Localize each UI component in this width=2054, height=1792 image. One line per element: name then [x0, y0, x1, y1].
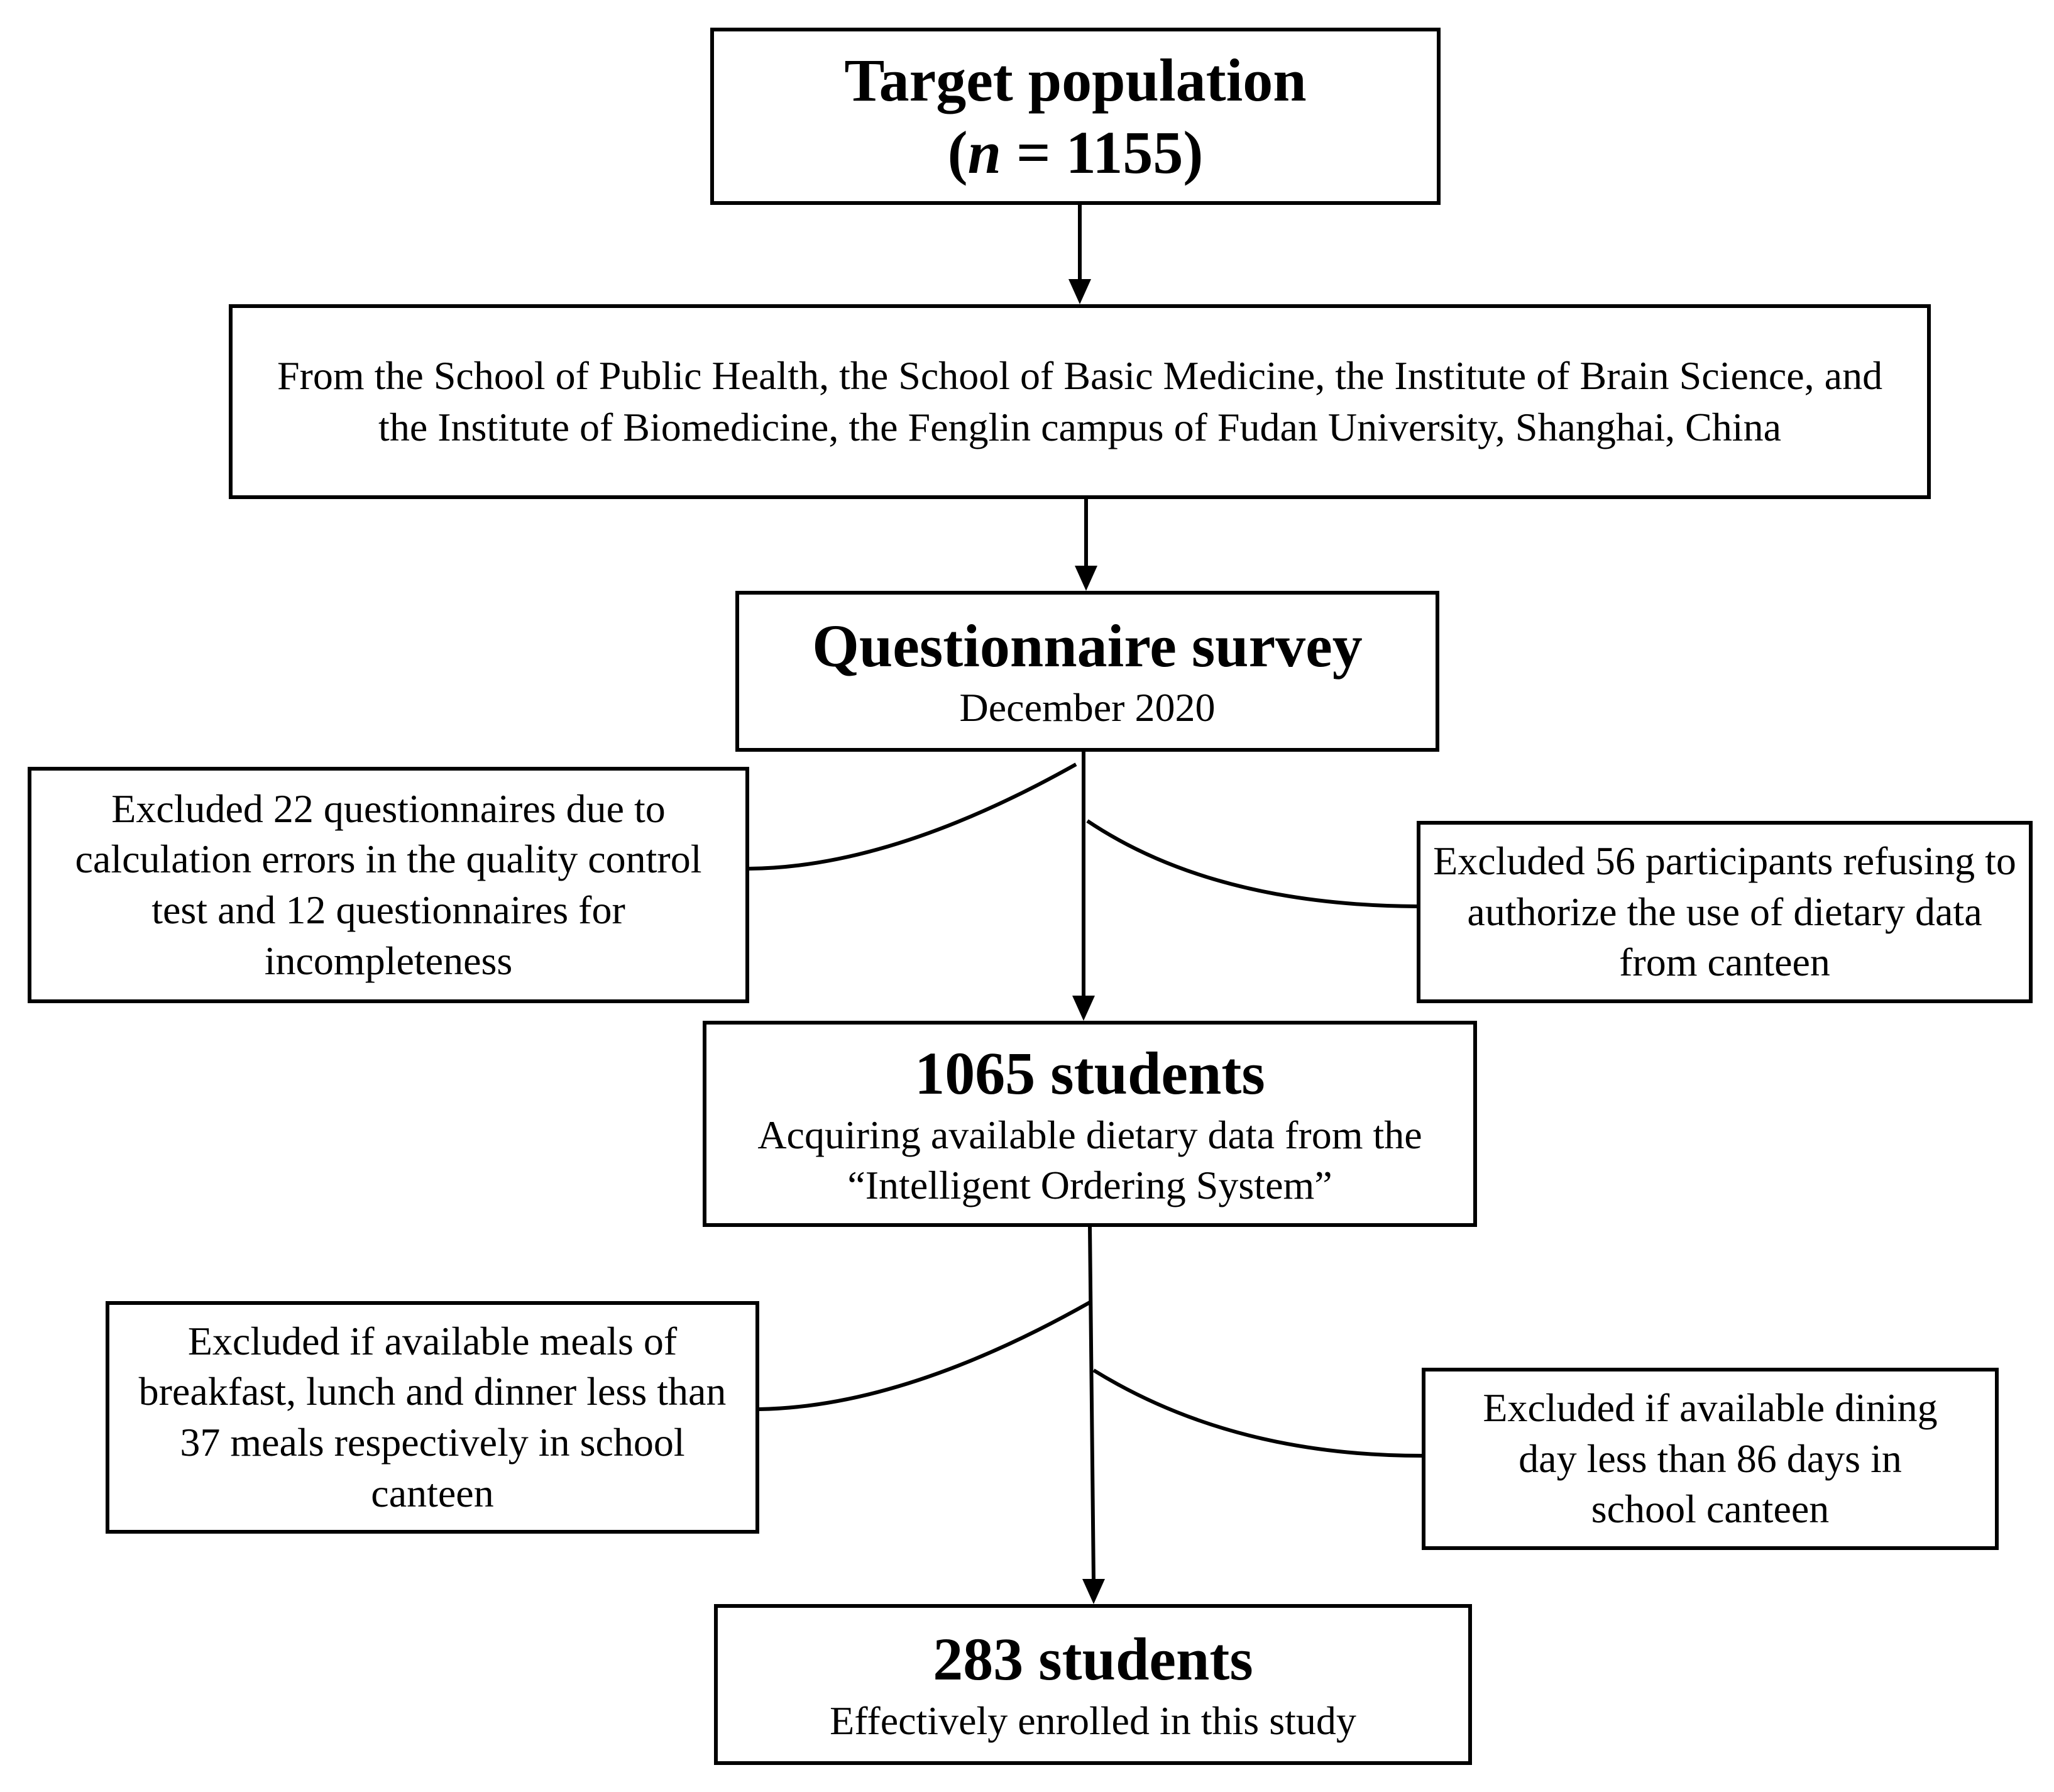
branch-to-exclusion-right-1 — [1087, 821, 1417, 906]
source-description-text: From the School of Public Health, the School of Basic Medicine, the Institute of Brain Science, and the Institute of Biomedicine, the Fenglin campus of Fudan University, Shanghai, China — [277, 353, 1883, 449]
branch-to-exclusion-left-2 — [759, 1302, 1090, 1409]
exclusion-box-left-1 — [28, 767, 749, 1003]
arrowhead-survey-to-1065 — [1072, 996, 1095, 1021]
n-symbol: n — [967, 119, 1001, 186]
questionnaire-survey-title: Questionnaire survey — [812, 612, 1363, 680]
students-1065-text: Acquiring available dietary data from the “Intelligent Ordering System” — [757, 1112, 1422, 1207]
source-description-box — [229, 304, 1931, 499]
questionnaire-survey-box — [735, 591, 1439, 752]
exclusion-right-2-text: Excluded if available dining day less than 86 days in school canteen — [1483, 1385, 1938, 1532]
exclusion-left-1-text: Excluded 22 questionnaires due to calculation errors in the quality control test and 12 questionnaires for incompleteness — [75, 786, 702, 983]
arrowhead-1065-to-283 — [1082, 1579, 1105, 1604]
students-1065-box — [703, 1021, 1477, 1227]
exclusion-box-right-2 — [1422, 1368, 1999, 1550]
branch-to-exclusion-right-2 — [1094, 1370, 1422, 1456]
branch-to-exclusion-left-1 — [749, 764, 1076, 869]
arrowhead-target-to-source — [1068, 279, 1091, 304]
students-283-title: 283 students — [933, 1625, 1253, 1693]
target-population-title: Target population — [844, 46, 1307, 114]
exclusion-left-2-text: Excluded if available meals of breakfast, lunch and dinner less than 37 meals respectively in school canteen — [138, 1318, 727, 1515]
exclusion-box-right-1 — [1417, 821, 2033, 1003]
students-1065-title: 1065 students — [914, 1040, 1265, 1108]
target-population-box — [710, 28, 1441, 205]
exclusion-box-left-2 — [106, 1301, 759, 1534]
target-population-count: (n = 1155) — [947, 119, 1204, 186]
students-283-text: Effectively enrolled in this study — [830, 1698, 1356, 1743]
questionnaire-survey-date: December 2020 — [959, 684, 1216, 730]
arrow-1065-to-283 — [1090, 1227, 1094, 1581]
exclusion-right-1-text: Excluded 56 participants refusing to authorize the use of dietary data from canteen — [1433, 838, 2016, 985]
students-283-box — [714, 1604, 1472, 1765]
arrowhead-source-to-survey — [1075, 566, 1097, 591]
